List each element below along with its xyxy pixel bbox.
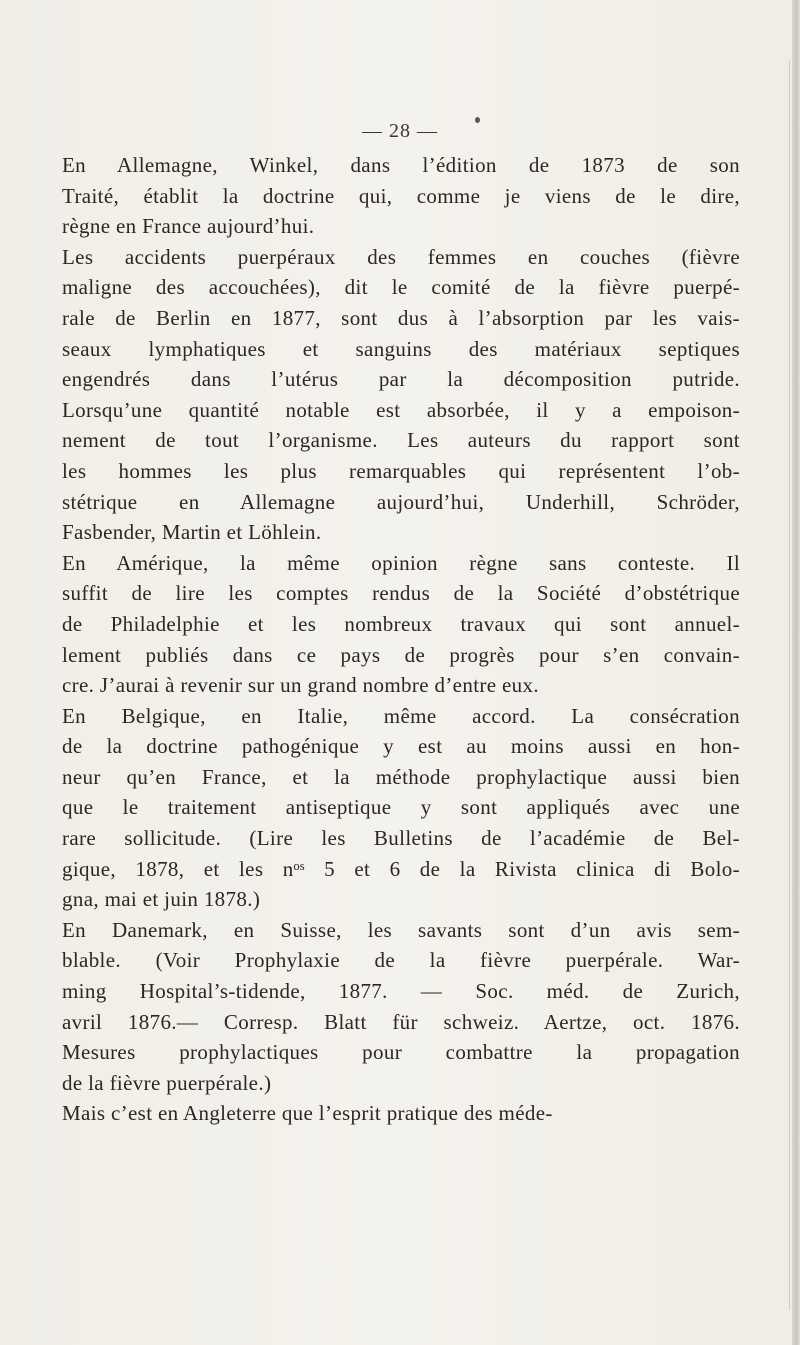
text-line: neur qu’en France, et la méthode prophylactique aussi bien [62,764,740,789]
text-line: En Belgique, en Italie, même accord. La consécration [62,703,740,728]
text-line: En Danemark, en Suisse, les savants sont d’un avis sem- [62,917,740,942]
page-number: — 28 — [362,120,438,142]
page-edge [792,0,800,1345]
text-line: que le traitement antiseptique y sont appliqués avec une [62,795,740,820]
text-line: de la fièvre puerpérale.) [62,1070,272,1095]
page-fold-line [789,60,790,1310]
text-line: gique, 1878, et les nᵒˢ 5 et 6 de la Rivista clinica di Bolo- [62,856,740,881]
text-line: blable. (Voir Prophylaxie de la fièvre puerpérale. War- [62,948,740,973]
text-line: Mesures prophylactiques pour combattre la propagation [62,1040,740,1065]
text-line: lement publiés dans ce pays de progrès pour s’en convain- [62,642,740,667]
text-line: engendrés dans l’utérus par la décomposition putride. [62,367,740,392]
body-text [62,150,740,1129]
text-line: avril 1876.— Corresp. Blatt für schweiz. Aertze, oct. 1876. [62,1009,740,1034]
text-line: de Philadelphie et les nombreux travaux qui sont annuel- [62,611,740,636]
text-line: seaux lymphatiques et sanguins des matériaux septiques [62,336,740,361]
text-line: rare sollicitude. (Lire les Bulletins de l’académie de Bel- [62,826,740,851]
text-line: maligne des accouchées), dit le comité de la fièvre puerpé- [62,275,740,300]
text-line: En Allemagne, Winkel, dans l’édition de 1873 de son [62,153,740,177]
text-line: ming Hospital’s-tidende, 1877. — Soc. méd. de Zurich, [62,979,740,1004]
text-line: Mais c’est en Angleterre que l’esprit pratique des méde- [62,1101,553,1126]
text-line: suffit de lire les comptes rendus de la Société d’obstétrique [62,581,740,606]
text-line: En Amérique, la même opinion règne sans conteste. Il [62,550,740,575]
text-line: gna, mai et juin 1878.) [62,887,261,912]
text-line: les hommes les plus remarquables qui représentent l’ob- [62,458,740,483]
text-line: cre. J’aurai à revenir sur un grand nombre d’entre eux. [62,673,539,698]
text-line: rale de Berlin en 1877, sont dus à l’absorption par les vais- [62,305,740,330]
text-line: Les accidents puerpéraux des femmes en couches (fièvre [62,244,740,269]
text-line: nement de tout l’organisme. Les auteurs du rapport sont [62,428,740,453]
text-line: règne en France aujourd’hui. [62,214,315,239]
text-line: Fasbender, Martin et Löhlein. [62,520,322,545]
text-line: stétrique en Allemagne aujourd’hui, Underhill, Schröder, [62,489,740,514]
text-line: Lorsqu’une quantité notable est absorbée, il y a empoison- [62,397,740,422]
ink-speck [475,117,480,123]
text-line: de la doctrine pathogénique y est au moins aussi en hon- [62,734,740,759]
text-line: Traité, établit la doctrine qui, comme je viens de le dire, [62,183,740,208]
